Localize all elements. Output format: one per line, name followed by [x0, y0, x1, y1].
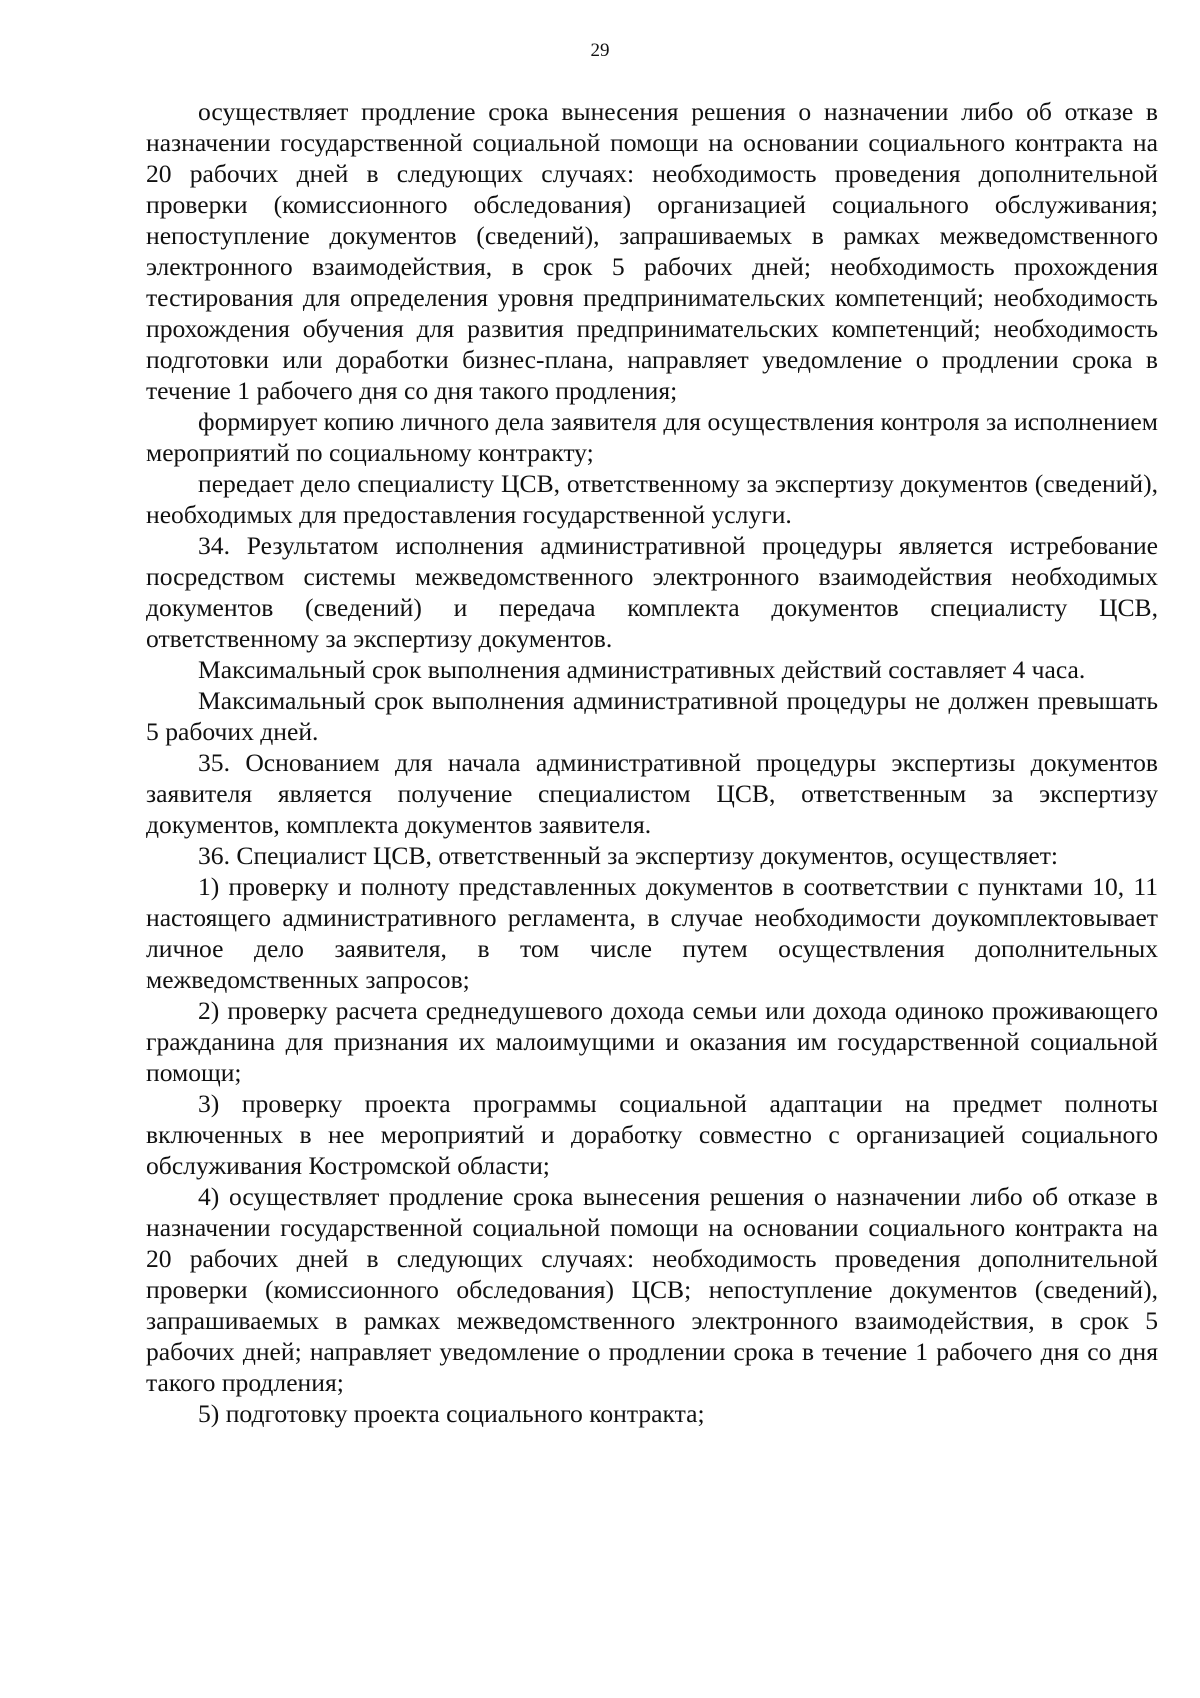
list-item-5: 5) подготовку проекта социального контракта; — [198, 1399, 705, 1428]
list-item-2: 2) проверку расчета среднедушевого дохода семьи или дохода одиноко проживающего гражданина для признания их малоимущими и оказания им государственной социальной помощи; — [146, 996, 1158, 1087]
paragraph-max-actions-term: Максимальный срок выполнения административных действий составляет 4 часа. — [198, 655, 1086, 684]
page-number: 29 — [590, 40, 610, 61]
paragraph-continuation: осуществляет продление срока вынесения решения о назначении либо об отказе в назначении государственной социальной помощи на основании социального контракта на 20 рабочих дней в следующих случаях: необходимость проведения дополнительной проверки (комиссионного обследования) организацией социального обслуживания; непоступление документов (сведений), запрашиваемых в рамках межведомственного электронного взаимодействия, в срок 5 рабочих дней; необходимость прохождения тестирования для определения уровня предпринимательских компетенций; необходимость прохождения обучения для развития предпринимательских компетенций; необходимость подготовки или доработки бизнес-плана, направляет уведомление о продлении срока в течение 1 рабочего дня со дня такого продления; — [146, 97, 1158, 405]
list-item-1: 1) проверку и полноту представленных документов в соответствии с пунктами 10, 11 настоящего административного регламента, в случае необходимости доукомплектовывает личное дело заявителя, в том числе путем осуществления дополнительных межведомственных запросов; — [146, 872, 1158, 994]
list-item-3: 3) проверку проекта программы социальной адаптации на предмет полноты включенных в нее мероприятий и доработку совместно с организацией социального обслуживания Костромской области; — [146, 1089, 1158, 1180]
document-body — [146, 96, 1158, 1429]
paragraph-34: 34. Результатом исполнения административной процедуры является истребование посредством системы межведомственного электронного взаимодействия необходимых документов (сведений) и передача комплекта документов специалисту ЦСВ, ответственному за экспертизу документов. — [146, 531, 1158, 653]
list-item-4: 4) осуществляет продление срока вынесения решения о назначении либо об отказе в назначении государственной социальной помощи на основании социального контракта на 20 рабочих дней в следующих случаях: необходимость проведения дополнительной проверки (комиссионного обследования) ЦСВ; непоступление документов (сведений), запрашиваемых в рамках межведомственного электронного взаимодействия, в срок 5 рабочих дней; направляет уведомление о продлении срока в течение 1 рабочего дня со дня такого продления; — [146, 1182, 1158, 1397]
paragraph-max-procedure-term: Максимальный срок выполнения административной процедуры не должен превышать 5 рабочих дней. — [146, 686, 1158, 746]
paragraph-35: 35. Основанием для начала административной процедуры экспертизы документов заявителя является получение специалистом ЦСВ, ответственным за экспертизу документов, комплекта документов заявителя. — [146, 748, 1158, 839]
paragraph-transfer-file: передает дело специалисту ЦСВ, ответственному за экспертизу документов (сведений), необходимых для предоставления государственной услуги. — [146, 469, 1158, 529]
paragraph-copy-file: формирует копию личного дела заявителя для осуществления контроля за исполнением мероприятий по социальному контракту; — [146, 407, 1158, 467]
paragraph-36: 36. Специалист ЦСВ, ответственный за экспертизу документов, осуществляет: — [198, 841, 1059, 870]
